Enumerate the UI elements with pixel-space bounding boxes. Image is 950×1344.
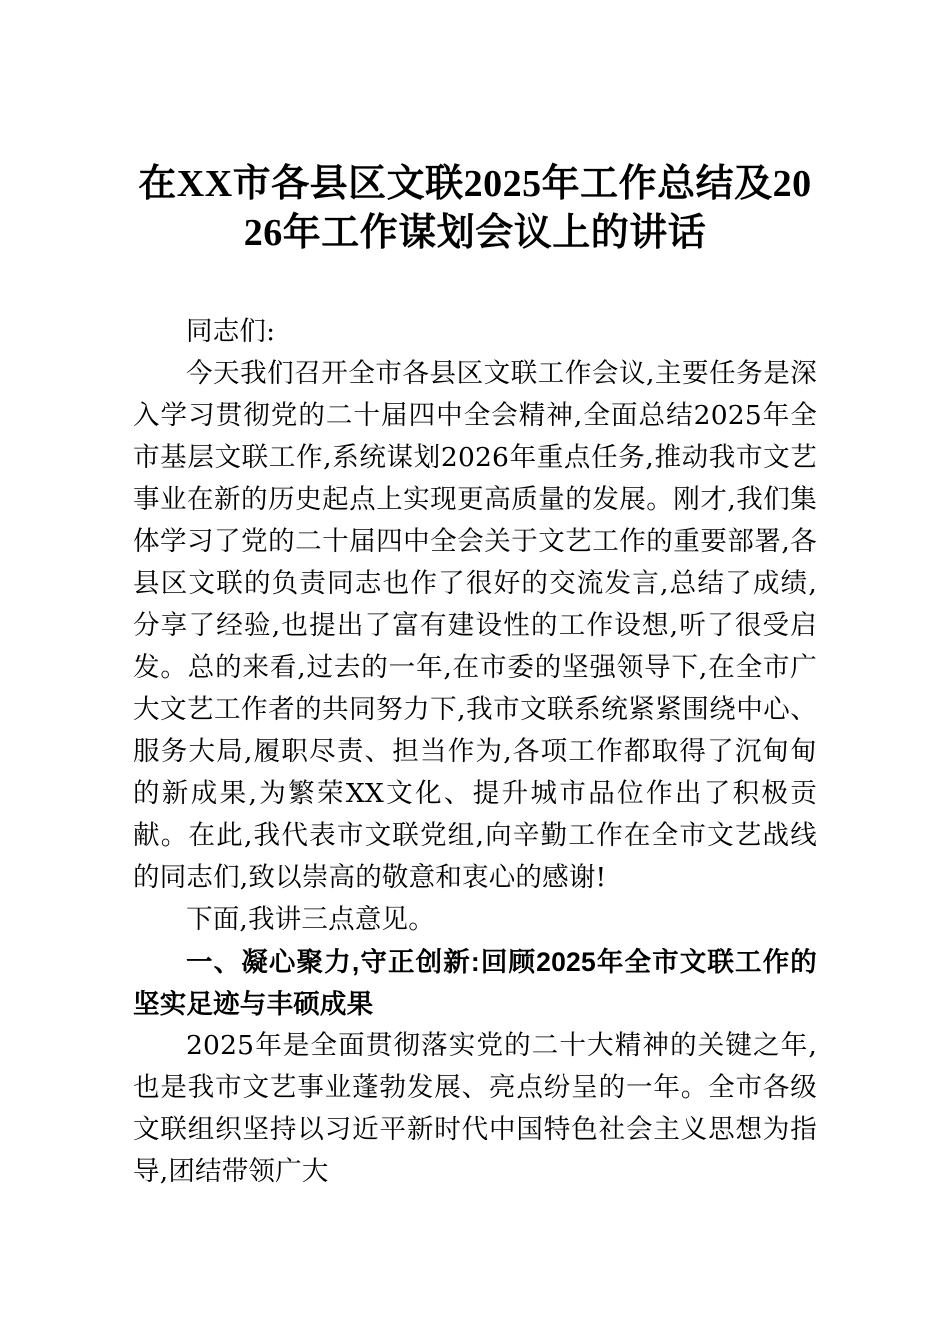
- salutation: 同志们:: [186, 316, 276, 347]
- opening-paragraph: 今天我们召开全市各县区文联工作会议,主要任务是深入学习贯彻党的二十届四中全会精神,全面总结2025年全市基层文联工作,系统谋划2026年重点任务,推动我市文艺事业在新的历史起点上实现更高质量的发展。刚才,我们集体学习了党的二十届四中全会关于文艺工作的重要部署,各县区文联的负责同志也作了很好的交流发言,总结了成绩,分享了经验,也提出了富有建设性的工作设想,听了很受启发。总的来看,过去的一年,在市委的坚强领导下,在全市广大文艺工作者的共同努力下,我市文联系统紧紧围绕中心、服务大局,履职尽责、担当作为,各项工作都取得了沉甸甸的新成果,为繁荣XX文化、提升城市品位作出了积极贡献。在此,我代表市文联党组,向辛勤工作在全市文艺战线的同志们,致以崇高的敬意和衷心的感谢!: [133, 358, 817, 893]
- section-one-paragraph-one: 2025年是全面贯彻落实党的二十大精神的关键之年,也是我市文艺事业蓬勃发展、亮点纷呈的一年。全市各级文联组织坚持以习近平新时代中国特色社会主义思想为指导,团结带领广大: [133, 1030, 817, 1187]
- transition-paragraph: 下面,我讲三点意见。: [186, 904, 435, 935]
- document-body: [133, 0, 817, 1193]
- page-title: 在XX市各县区文联2025年工作总结及2026年工作谋划会议上的讲话: [138, 163, 812, 254]
- section-heading-one: 一、凝心聚力,守正创新:回顾2025年全市文联工作的坚实足迹与丰硕成果: [133, 947, 817, 1019]
- title-body-spacer: [133, 258, 817, 311]
